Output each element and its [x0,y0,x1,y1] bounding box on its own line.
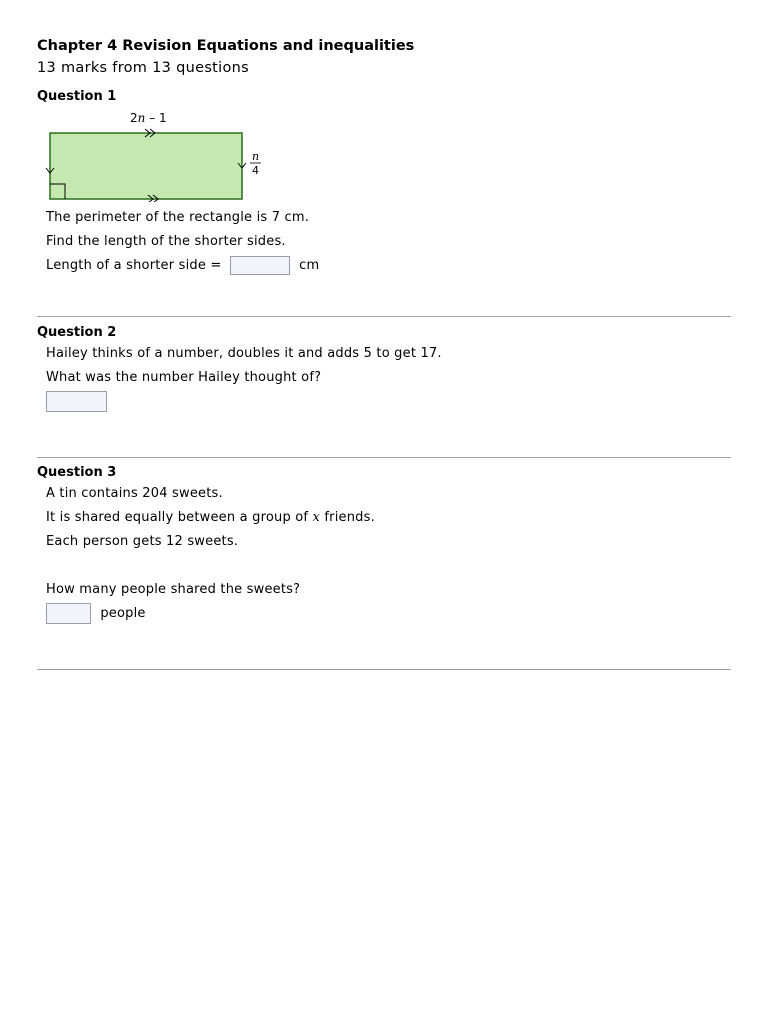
question-3-text-2-after: friends. [320,510,375,525]
question-divider-1 [37,316,731,317]
question-2-text-1: Hailey thinks of a number, doubles it and adds 5 to get 17. [46,346,442,361]
question-1-text-2: Find the length of the shorter sides. [46,234,286,249]
question-3-heading: Question 3 [37,465,117,480]
question-3-text-3: Each person gets 12 sweets. [46,534,239,549]
question-3-text-2 [46,506,375,530]
question-1-text-1: The perimeter of the rectangle is 7 cm. [46,210,310,225]
question-1-answer-input[interactable] [230,256,290,275]
question-2-answer-row [46,390,442,414]
rectangle-shape [50,133,242,199]
question-1-answer-row [46,254,731,278]
question-3-text-1: A tin contains 204 sweets. [46,486,223,501]
page-title: Chapter 4 Revision Equations and inequalities [37,38,415,54]
question-divider-3 [37,669,731,670]
question-3-answer-unit: people [100,606,146,621]
question-3-answer-input[interactable] [46,603,91,624]
rectangle-diagram [37,110,277,202]
question-2-heading: Question 2 [37,325,117,340]
question-divider-2 [37,457,731,458]
question-1 [37,88,320,273]
question-2-text-2: What was the number Hailey thought of? [46,370,322,385]
question-1-heading: Question 1 [37,89,117,104]
question-3-text-2-before: It is shared equally between a group of [46,510,313,525]
question-3-spacer [46,554,375,578]
question-2 [37,324,442,414]
variable-x: x [312,510,321,525]
question-2-answer-input[interactable] [46,391,107,412]
top-side-label: 2n – 1 [130,111,167,125]
question-3 [37,464,375,626]
question-1-answer-label: Length of a shorter side = [46,258,222,273]
page-subtitle: 13 marks from 13 questions [37,60,250,76]
question-3-answer-row [46,602,375,626]
side-label-numerator: n [252,150,260,163]
worksheet-page [37,36,731,621]
question-1-answer-unit: cm [299,258,320,273]
side-label-denominator: 4 [252,164,259,177]
question-3-text-4: How many people shared the sweets? [46,582,301,597]
